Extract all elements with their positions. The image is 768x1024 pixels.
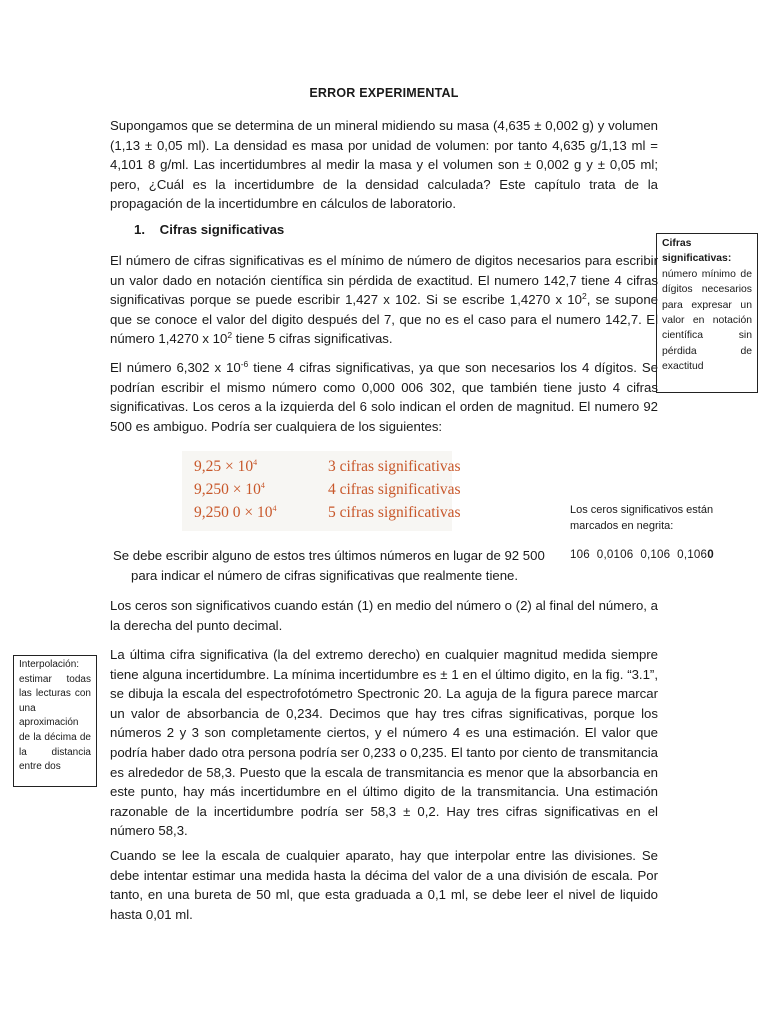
p1-text-c: tiene 5 cifras significativas. (232, 331, 393, 347)
note-zero-values (570, 548, 714, 561)
figure-value: 9,250 $0 \times 10^4$ (194, 504, 277, 521)
section-title: Cifras significativas (159, 222, 285, 237)
p1-text-a: El número de cifras significativas es el mínimo de número de digitos necesarios para escribir un valor dado en notación científica sin pérdida de exactitud. El numero 142,7 tiene 4 cifras significativas porque se puede escribir 1,427 x 102. Si se escribe 1,4270 x 10 (110, 253, 658, 308)
p3-line-2: para indicar el número de cifras significativas que realmente tiene. (131, 567, 519, 583)
p2-text-a: El número 6,302 x 10 (110, 360, 241, 375)
zero-value: 106 (570, 548, 590, 561)
figure-value: $9,250 \times 10^4$ (194, 481, 265, 498)
p1-sup-1: 2 (581, 291, 587, 302)
paragraph-significant-zeros: Los ceros son significativos cuando están (1) en medio del número o (2) al final del número, a la derecha del punto decimal. (110, 598, 658, 633)
paragraph-interpolation: Cuando se lee la escala de cualquier aparato, hay que interpolar entre las divisiones. Se debe intentar estimar una medida hasta la décima del valor de a una división de escala. Por tanto, en una bureta de 50 ml, que esta graduada a 0,1 ml, se debe leer el nivel de liquido hasta 0,01 ml. (110, 848, 658, 922)
figure-label: 5 cifras significativas (328, 504, 461, 521)
note-significant-zeros: Los ceros significativos están marcados en negrita: (570, 504, 714, 532)
p1-sup-2: 2 (227, 330, 233, 341)
section-heading (134, 222, 284, 237)
zero-value: 0,0106 (596, 548, 634, 561)
sidebox-cifras-body: número mínimo de dígitos necesarios para expresar un valor en notación científica sin pérdida de exactitud (662, 268, 752, 373)
paragraph-ambiguous-number (110, 358, 658, 436)
p2-text-b: tiene 4 cifras significativas, ya que son necesarios los 4 dígitos. Se podrían escribir el mismo número como 0,000 006 302, que también tiene justo 4 cifras significativas. Los ceros a la izquierda del 6 solo indican el orden de magnitud. El numero 92 500 es ambiguo. Podría ser cualquiera de los siguientes: (110, 360, 658, 434)
page-title: ERROR EXPERIMENTAL (309, 86, 459, 100)
figure-label: 3 cifras significativas (328, 458, 461, 475)
sidebox-interpolacion: Interpolación: estimar todas las lecturas con una aproximación de la décima de la distancia entre dos (13, 655, 97, 787)
figure-label: 4 cifras significativas (328, 481, 461, 498)
intro-paragraph: Supongamos que se determina de un mineral midiendo su masa (4,635 ± 0,002 g) y volumen (1,13 ± 0,05 ml). La densidad es masa por unidad de volumen: por tanto 4,635 g/1,13 ml = 4,101 8 g/ml. Las incertidumbres al medir la masa y el volumen son ± 0,002 g y ± 0,05 ml; pero, ¿Cuál es la incertidumbre de la densidad calculada? Este capítulo trata de la propagación de la incertidumbre en cálculos de laboratorio. (110, 118, 658, 212)
significant-figures-figure (182, 451, 461, 531)
paragraph-cifras-definition (110, 251, 658, 349)
section-number: 1. (134, 222, 145, 237)
p2-sup: -6 (240, 359, 249, 369)
sidebox-cifras-title: Cifras significativas: (662, 238, 732, 265)
zero-value: 0,1060 (677, 548, 714, 561)
p3-line-1: Se debe escribir alguno de estos tres últimos números en lugar de 92 500 (113, 548, 545, 563)
sidebox-cifras-significativas (656, 233, 758, 393)
paragraph-write-numbers (113, 546, 553, 585)
figure-value: $9,25 \times 10^4$ (194, 458, 258, 475)
p1-text-b: , se supone que se conoce el valor del digito después del 7, que no es el caso para el numero 142,7. El número 1,4270 x 10 (110, 292, 659, 347)
paragraph-uncertainty: La última cifra significativa (la del extremo derecho) en cualquier magnitud medida siempre tiene alguna incertidumbre. La mínima incertidumbre es ± 1 en el último digito, en la fig. “3.1”, se dibuja la escala del espectrofotómetro Spectronic 20. La aguja de la figura parece marcar un valor de absorbancia de 0,234. Decimos que hay tres cifras significativas, porque los números 2 y 3 son completamente ciertos, y el número 4 es una estimación. El valor que podría haber dado otra persona podría ser 0,233 o 0,235. El tanto por ciento de transmitancia es alrededor de 58,3. Puesto que la escala de transmitancia es menor que la absorbancia en este punto, hay más incertidumbre en el último digito de la transmitancia. Una estimación razonable de la incertidumbre podría ser 58,3 ± 0,2. Hay tres cifras significativas en el número 58,3. (110, 647, 658, 839)
zero-value: 0,106 (640, 548, 671, 561)
